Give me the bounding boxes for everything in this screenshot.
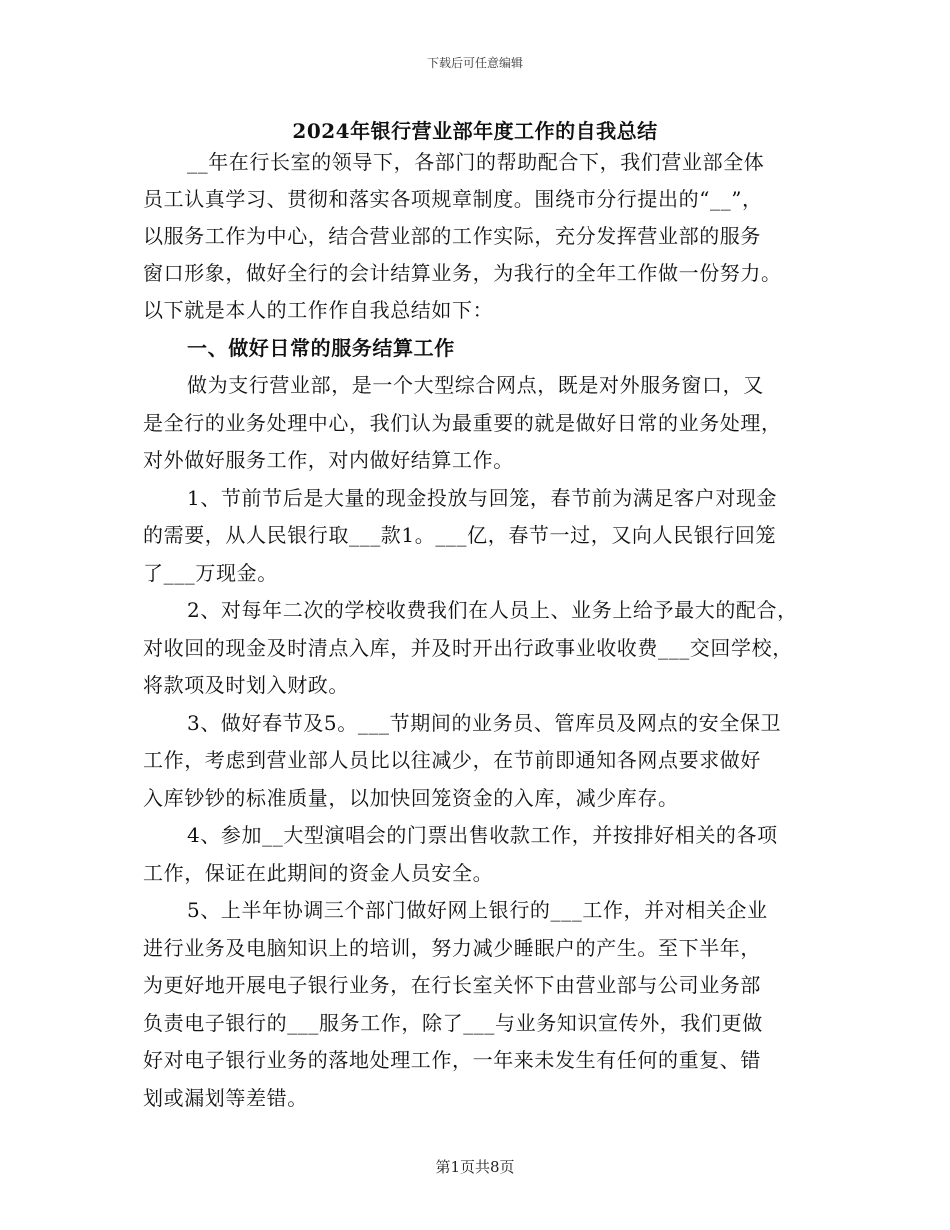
body-line: 工作，保证在此期间的资金人员安全。 xyxy=(143,861,494,885)
body-line: 好对电子银行业务的落地处理工作，一年来未发生有任何的重复、错 xyxy=(143,1048,761,1072)
page-indicator: 第1页共8页 xyxy=(435,1158,515,1176)
body-line: 员工认真学习、贯彻和落实各项规章制度。围绕市分行提出的“__”， xyxy=(143,187,763,211)
body-line: 将款项及时划入财政。 xyxy=(143,673,349,697)
body-line: 做为支行营业部，是一个大型综合网点，既是对外服务窗口，又 xyxy=(187,373,764,397)
body-line: 入库钞钞的标准质量，以加快回笼资金的入库，减少库存。 xyxy=(143,786,679,810)
body-line: 对收回的现金及时清点入库，并及时开出行政事业收收费___交回学校， xyxy=(143,636,793,660)
body-line: 为更好地开展电子银行业务，在行长室关怀下由营业部与公司业务部 xyxy=(143,973,761,997)
body-line: 负责电子银行的___服务工作，除了___与业务知识宣传外，我们更做 xyxy=(143,1011,763,1035)
section-heading: 一、做好日常的服务结算工作 xyxy=(187,336,455,360)
body-line: 的需要，从人民银行取___款1。___亿，春节一过，又向人民银行回笼 xyxy=(143,523,777,547)
body-line: 是全行的业务处理中心，我们认为最重要的就是做好日常的业务处理， xyxy=(143,411,782,435)
body-line: 5、上半年协调三个部门做好网上银行的___工作，并对相关企业 xyxy=(187,898,768,922)
page-header-note: 下载后可任意编辑 xyxy=(426,56,523,70)
document-title: 2024年银行营业部年度工作的自我总结 xyxy=(292,119,658,143)
body-line: 工作，考虑到营业部人员比以往减少，在节前即通知各网点要求做好 xyxy=(143,748,761,772)
body-line: 以服务工作为中心，结合营业部的工作实际，充分发挥营业部的服务 xyxy=(143,224,761,248)
body-line: 窗口形象，做好全行的会计结算业务，为我行的全年工作做一份努力。 xyxy=(143,261,782,285)
body-line: 进行业务及电脑知识上的培训，努力减少睡眠户的产生。至下半年， xyxy=(143,936,761,960)
body-line: 3、做好春节及5。___节期间的业务员、管库员及网点的安全保卫 xyxy=(187,711,782,735)
body-line: 了___万现金。 xyxy=(143,561,278,585)
body-line: __年在行长室的领导下，各部门的帮助配合下，我们营业部全体 xyxy=(187,150,765,174)
body-line: 2、对每年二次的学校收费我们在人员上、业务上给予最大的配合， xyxy=(187,598,798,622)
body-line: 1、节前节后是大量的现金投放与回笼，春节前为满足客户对现金 xyxy=(187,486,778,510)
body-line: 以下就是本人的工作作自我总结如下： xyxy=(143,298,494,322)
body-line: 划或漏划等差错。 xyxy=(143,1086,308,1110)
body-line: 4、参加__大型演唱会的门票出售收款工作，并按排好相关的各项 xyxy=(187,823,778,847)
body-line: 对外做好服务工作，对内做好结算工作。 xyxy=(143,448,514,472)
